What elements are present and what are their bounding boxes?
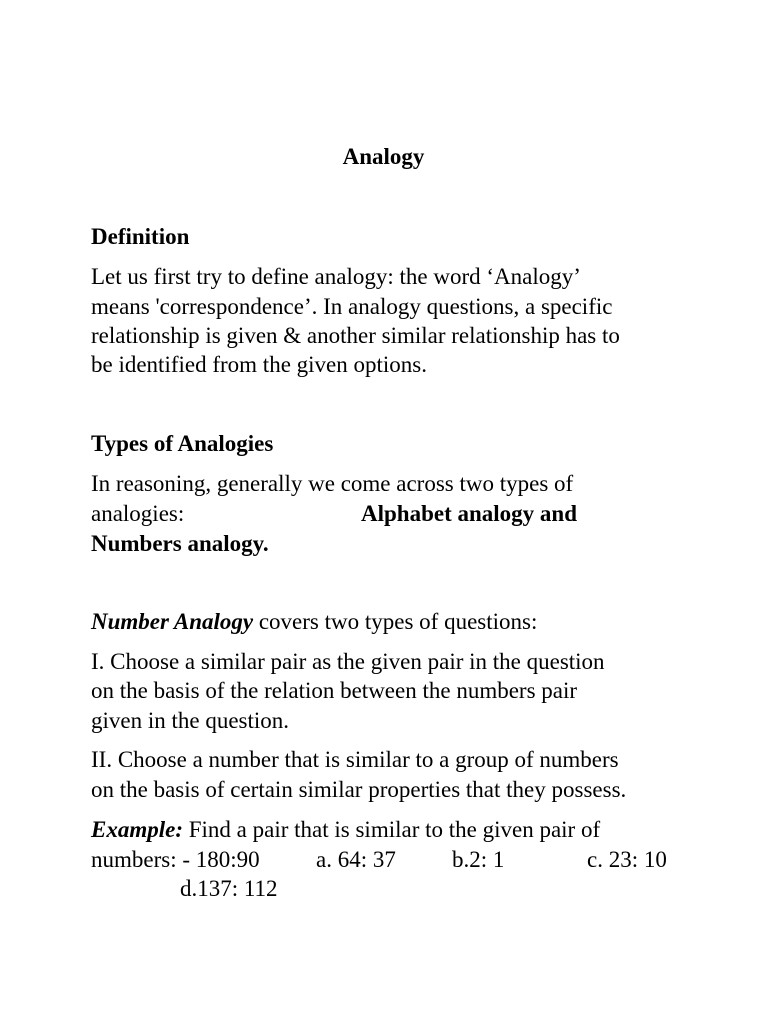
page-title: Analogy: [342, 144, 425, 169]
option-a: a. 64: 37: [316, 847, 396, 872]
item-1-line-3: given in the question.: [91, 708, 290, 733]
definition-heading: Definition: [91, 224, 190, 249]
example-label: Example:: [91, 817, 183, 842]
alphabet-analogy-text: Alphabet analogy and: [361, 501, 578, 526]
definition-line-2: means 'correspondence’. In analogy questions, a specific: [91, 294, 613, 319]
numbers-analogy-text: Numbers analogy.: [91, 531, 269, 556]
option-c: c. 23: 10: [587, 847, 667, 872]
types-heading: Types of Analogies: [91, 431, 274, 456]
example-given-pair: numbers: - 180:90: [91, 847, 260, 872]
item-1-line-2: on the basis of the relation between the numbers pair: [91, 678, 578, 703]
definition-line-4: be identified from the given options.: [91, 352, 427, 377]
example-text: Find a pair that is similar to the given pair of: [183, 817, 601, 842]
definition-line-3: relationship is given & another similar relationship has to: [91, 323, 620, 348]
types-line-1: In reasoning, generally we come across two types of: [91, 471, 574, 496]
example-line-1: [91, 815, 600, 845]
types-line-2: [91, 499, 691, 529]
option-d: d.137: 112: [180, 876, 278, 901]
option-b: b.2: 1: [452, 847, 505, 872]
number-analogy-intro: [91, 607, 537, 637]
number-analogy-intro-rest: covers two types of questions:: [253, 609, 538, 634]
item-1-line-1: I. Choose a similar pair as the given pair in the question: [91, 649, 605, 674]
example-line-2: [91, 845, 691, 875]
item-2-line-2: on the basis of certain similar properties that they possess.: [91, 777, 627, 802]
definition-line-1: Let us first try to define analogy: the word ‘Analogy’: [91, 264, 581, 289]
item-2-line-1: II. Choose a number that is similar to a group of numbers: [91, 747, 619, 772]
types-line-2-start: analogies:: [91, 501, 185, 526]
number-analogy-term: Number Analogy: [91, 609, 254, 634]
